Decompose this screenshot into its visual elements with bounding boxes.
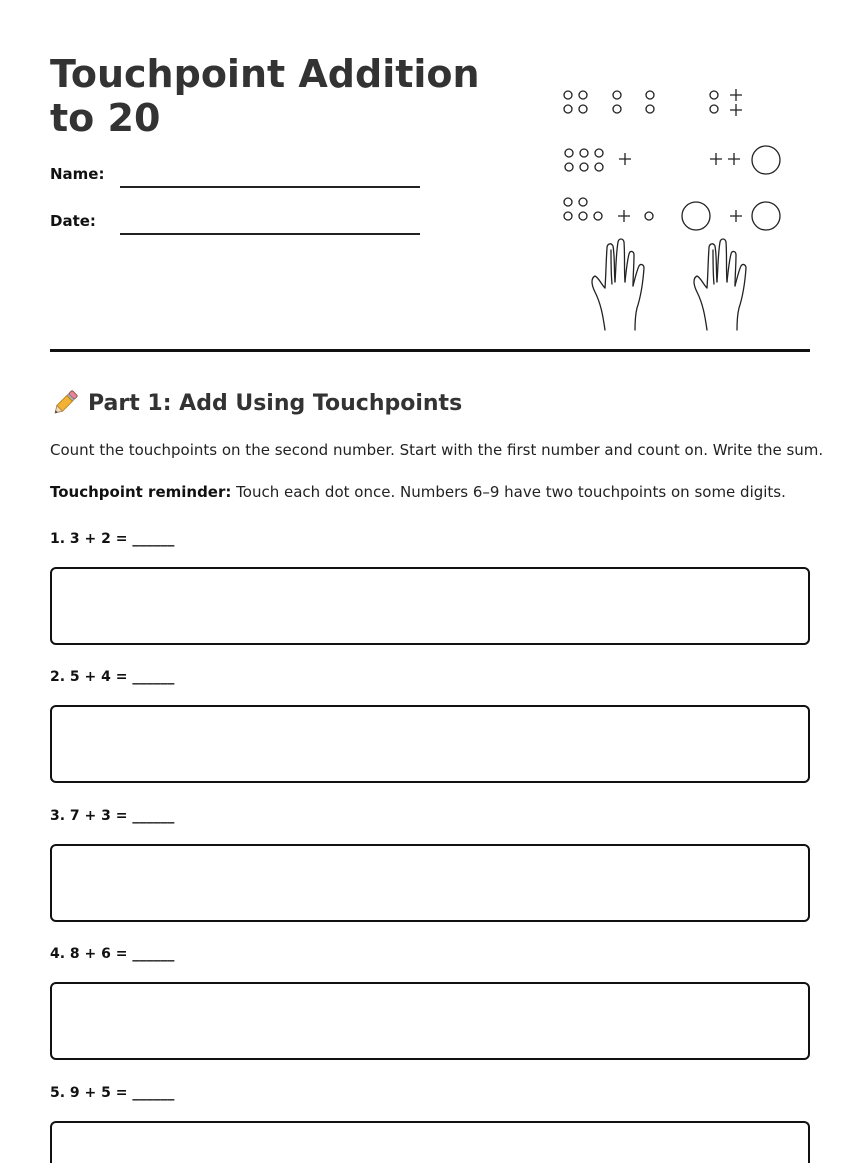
hand-icon (694, 239, 746, 330)
problem-item (50, 1083, 810, 1163)
touchpoint-digit-icon (565, 149, 631, 171)
problem-label: 1. 3 + 2 = ______ (50, 531, 175, 547)
reminder-label: Touchpoint reminder: (50, 483, 232, 501)
page-title: Touchpoint Addition to 20 (50, 52, 480, 140)
part1-heading-text: Part 1: Add Using Touchpoints (88, 390, 463, 416)
problem-label: 5. 9 + 5 = ______ (50, 1085, 175, 1101)
answer-box[interactable] (50, 567, 810, 645)
hand-icon (592, 239, 644, 330)
instructions-text: Count the touchpoints on the second number. Start with the first number and count on. Write the sum. (50, 441, 824, 459)
reminder-line (50, 483, 786, 501)
answer-box[interactable] (50, 844, 810, 922)
problem-item (50, 529, 810, 645)
problem-item (50, 944, 810, 1060)
date-label: Date: (50, 212, 96, 230)
problem-label: 4. 8 + 6 = ______ (50, 946, 175, 962)
answer-box[interactable] (50, 1121, 810, 1163)
reminder-text: Touch each dot once. Numbers 6–9 have two touchpoints on some digits. (236, 483, 786, 501)
touchpoint-digit-icon (682, 202, 780, 230)
name-label: Name: (50, 165, 105, 183)
header-divider (50, 349, 810, 352)
problem-item (50, 667, 810, 783)
problem-label: 2. 5 + 4 = ______ (50, 669, 175, 685)
touchpoint-digit-icon (613, 91, 621, 113)
touchpoint-digit-icon (564, 91, 587, 113)
answer-box[interactable] (50, 705, 810, 783)
problem-label: 3. 7 + 3 = ______ (50, 808, 175, 824)
answer-box[interactable] (50, 982, 810, 1060)
touchpoint-digit-icon (564, 198, 653, 222)
problem-item (50, 806, 810, 922)
name-line[interactable] (120, 186, 420, 188)
touchpoint-digit-icon (710, 146, 780, 174)
part1-heading (50, 388, 462, 418)
touchpoint-digit-icon (710, 89, 742, 116)
touchpoint-hands-illustration (555, 78, 810, 336)
date-line[interactable] (120, 233, 420, 235)
touchpoint-digit-icon (646, 91, 654, 113)
pencil-icon (50, 388, 80, 418)
